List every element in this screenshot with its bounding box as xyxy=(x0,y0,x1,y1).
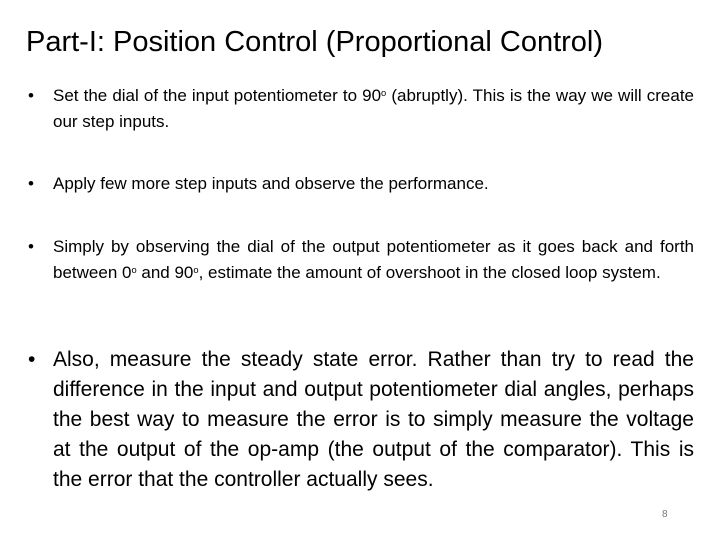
bullet-text-part: and 90 xyxy=(136,263,194,282)
bullet-text-part: , estimate the amount of overshoot in the closed loop system. xyxy=(198,263,661,282)
degree-superscript: o xyxy=(131,264,137,275)
degree-superscript: o xyxy=(381,87,387,98)
bullet-item xyxy=(28,171,694,197)
slide-title: Part-I: Position Control (Proportional Control) xyxy=(26,26,604,58)
bullet-text-part: Simply by observing the dial of the output potentiometer as it goes back and forth between 0 xyxy=(53,237,694,282)
bullet-text xyxy=(53,234,694,286)
bullet-item xyxy=(28,345,694,495)
bullet-item xyxy=(28,234,694,286)
page-number: 8 xyxy=(662,509,668,520)
bullet-text: Also, measure the steady state error. Rather than try to read the difference in the input and output potentiometer dial angles, perhaps the best way to measure the error is to simply measure the voltage at the output of the op-amp (the output of the comparator). This is the error that the controller actually sees. xyxy=(53,348,694,491)
bullet-dot: • xyxy=(28,174,34,193)
degree-superscript: o xyxy=(193,264,199,275)
bullet-dot: • xyxy=(28,86,34,105)
bullet-text xyxy=(53,83,694,135)
bullet-text: Apply few more step inputs and observe the performance. xyxy=(53,174,489,193)
bullet-text-part: Set the dial of the input potentiometer to 90 xyxy=(53,86,382,105)
bullet-text-part: (abruptly). This is the way we will create our step inputs. xyxy=(53,86,694,131)
bullet-item xyxy=(28,83,694,135)
bullet-dot: • xyxy=(28,348,36,371)
bullet-dot: • xyxy=(28,237,34,256)
